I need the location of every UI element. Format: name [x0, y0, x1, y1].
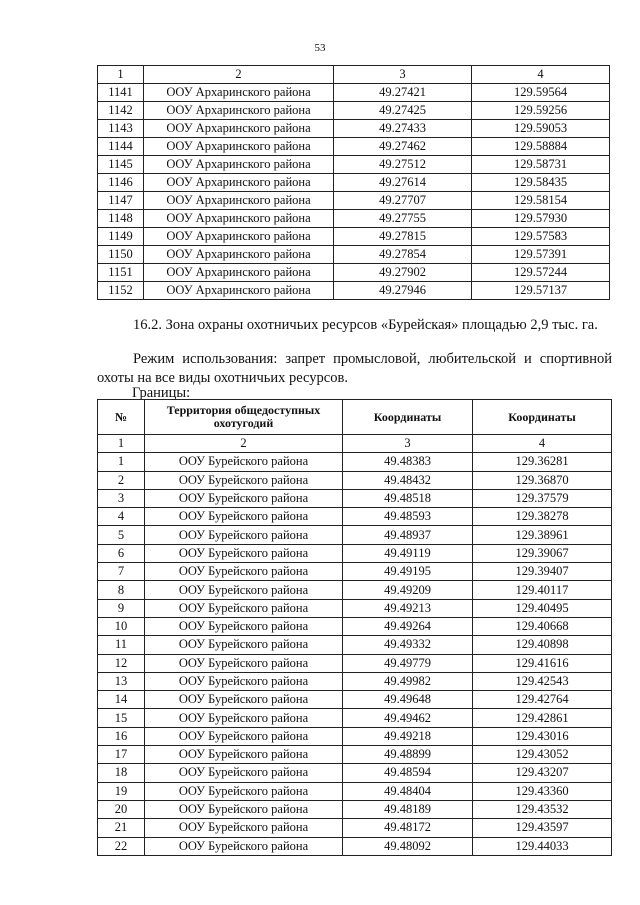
table-row: [98, 246, 610, 264]
row-number-cell: 3: [98, 489, 145, 507]
table-row: [98, 264, 610, 282]
longitude-cell: 129.43016: [473, 727, 612, 745]
column-title-longitude: Координаты: [473, 400, 612, 435]
territory-cell: ООУ Бурейского района: [145, 800, 343, 818]
row-number-cell: 1150: [98, 246, 144, 264]
territory-cell: ООУ Архаринского района: [144, 120, 334, 138]
row-number-cell: 5: [98, 526, 145, 544]
latitude-cell: 49.48937: [343, 526, 473, 544]
longitude-cell: 129.36870: [473, 471, 612, 489]
territory-cell: ООУ Бурейского района: [145, 453, 343, 471]
longitude-cell: 129.41616: [473, 654, 612, 672]
latitude-cell: 49.49119: [343, 544, 473, 562]
latitude-cell: 49.49462: [343, 709, 473, 727]
row-number-cell: 17: [98, 746, 145, 764]
column-number-cell: 3: [343, 435, 473, 453]
latitude-cell: 49.49264: [343, 617, 473, 635]
latitude-cell: 49.27755: [334, 210, 472, 228]
table-row: [98, 782, 612, 800]
header-cell: 1: [98, 66, 144, 84]
territory-cell: ООУ Бурейского района: [145, 709, 343, 727]
territory-cell: ООУ Бурейского района: [145, 508, 343, 526]
territory-cell: ООУ Бурейского района: [145, 727, 343, 745]
page-number: 53: [314, 42, 326, 54]
row-number-cell: 1147: [98, 192, 144, 210]
table-row: [98, 156, 610, 174]
territory-cell: ООУ Бурейского района: [145, 526, 343, 544]
table-row: [98, 709, 612, 727]
table-row: [98, 746, 612, 764]
latitude-cell: 49.48594: [343, 764, 473, 782]
territory-cell: ООУ Бурейского района: [145, 544, 343, 562]
territory-cell: ООУ Архаринского района: [144, 264, 334, 282]
territory-cell: ООУ Бурейского района: [145, 654, 343, 672]
longitude-cell: 129.58884: [472, 138, 610, 156]
latitude-cell: 49.27815: [334, 228, 472, 246]
header-cell: 3: [334, 66, 472, 84]
row-number-cell: 18: [98, 764, 145, 782]
territory-cell: ООУ Архаринского района: [144, 210, 334, 228]
latitude-cell: 49.48899: [343, 746, 473, 764]
table-row: [98, 599, 612, 617]
territory-cell: ООУ Бурейского района: [145, 819, 343, 837]
row-number-cell: 1143: [98, 120, 144, 138]
longitude-cell: 129.43052: [473, 746, 612, 764]
table-row: [98, 120, 610, 138]
table-row: [98, 471, 612, 489]
latitude-cell: 49.48518: [343, 489, 473, 507]
header-cell: 2: [144, 66, 334, 84]
latitude-cell: 49.49982: [343, 672, 473, 690]
territory-cell: ООУ Бурейского района: [145, 782, 343, 800]
latitude-cell: 49.49648: [343, 691, 473, 709]
row-number-cell: 1148: [98, 210, 144, 228]
row-number-cell: 1149: [98, 228, 144, 246]
table-row: [98, 210, 610, 228]
longitude-cell: 129.57391: [472, 246, 610, 264]
territory-cell: ООУ Архаринского района: [144, 84, 334, 102]
row-number-cell: 1145: [98, 156, 144, 174]
table-row: [98, 192, 610, 210]
row-number-cell: 15: [98, 709, 145, 727]
table-row: [98, 453, 612, 471]
territory-cell: ООУ Архаринского района: [144, 192, 334, 210]
row-number-cell: 6: [98, 544, 145, 562]
column-numbers-row: [98, 435, 612, 453]
table-row: [98, 526, 612, 544]
longitude-cell: 129.59256: [472, 102, 610, 120]
table-row: [98, 581, 612, 599]
row-number-cell: 4: [98, 508, 145, 526]
territory-cell: ООУ Бурейского района: [145, 471, 343, 489]
latitude-cell: 49.48383: [343, 453, 473, 471]
territory-cell: ООУ Архаринского района: [144, 138, 334, 156]
longitude-cell: 129.59564: [472, 84, 610, 102]
latitude-cell: 49.48432: [343, 471, 473, 489]
territory-cell: ООУ Архаринского района: [144, 102, 334, 120]
column-title-number: №: [98, 400, 145, 435]
table-archara-coordinates: [97, 65, 610, 300]
longitude-cell: 129.58435: [472, 174, 610, 192]
section-title: 16.2. Зона охраны охотничьих ресурсов «Бурейская» площадью 2,9 тыс. га.: [133, 317, 598, 333]
column-number-cell: 1: [98, 435, 145, 453]
longitude-cell: 129.36281: [473, 453, 612, 471]
latitude-cell: 49.48189: [343, 800, 473, 818]
longitude-cell: 129.38961: [473, 526, 612, 544]
territory-cell: ООУ Бурейского района: [145, 672, 343, 690]
table-bureya-coordinates: [97, 399, 612, 856]
territory-cell: ООУ Бурейского района: [145, 691, 343, 709]
latitude-cell: 49.49209: [343, 581, 473, 599]
latitude-cell: 49.27614: [334, 174, 472, 192]
latitude-cell: 49.27946: [334, 282, 472, 300]
latitude-cell: 49.27707: [334, 192, 472, 210]
table-row: [98, 617, 612, 635]
header-cell: 4: [472, 66, 610, 84]
latitude-cell: 49.27902: [334, 264, 472, 282]
table-row: [98, 764, 612, 782]
longitude-cell: 129.40117: [473, 581, 612, 599]
territory-cell: ООУ Бурейского района: [145, 599, 343, 617]
table-row: [98, 727, 612, 745]
territory-cell: ООУ Архаринского района: [144, 246, 334, 264]
longitude-cell: 129.40668: [473, 617, 612, 635]
row-number-cell: 11: [98, 636, 145, 654]
longitude-cell: 129.57244: [472, 264, 610, 282]
row-number-cell: 1146: [98, 174, 144, 192]
longitude-cell: 129.57137: [472, 282, 610, 300]
longitude-cell: 129.39407: [473, 563, 612, 581]
row-number-cell: 19: [98, 782, 145, 800]
row-number-cell: 13: [98, 672, 145, 690]
table-row: [98, 563, 612, 581]
latitude-cell: 49.27425: [334, 102, 472, 120]
table-row: [98, 489, 612, 507]
longitude-cell: 129.40495: [473, 599, 612, 617]
longitude-cell: 129.42861: [473, 709, 612, 727]
latitude-cell: 49.49332: [343, 636, 473, 654]
row-number-cell: 10: [98, 617, 145, 635]
latitude-cell: 49.27462: [334, 138, 472, 156]
territory-cell: ООУ Бурейского района: [145, 563, 343, 581]
table-row: [98, 282, 610, 300]
table-row: [98, 102, 610, 120]
row-number-cell: 1142: [98, 102, 144, 120]
row-number-cell: 7: [98, 563, 145, 581]
table-row: [98, 508, 612, 526]
longitude-cell: 129.39067: [473, 544, 612, 562]
latitude-cell: 49.49218: [343, 727, 473, 745]
table-column-titles: [98, 400, 612, 435]
row-number-cell: 22: [98, 837, 145, 855]
longitude-cell: 129.37579: [473, 489, 612, 507]
territory-cell: ООУ Архаринского района: [144, 174, 334, 192]
latitude-cell: 49.27512: [334, 156, 472, 174]
territory-cell: ООУ Бурейского района: [145, 764, 343, 782]
territory-cell: ООУ Бурейского района: [145, 581, 343, 599]
longitude-cell: 129.59053: [472, 120, 610, 138]
row-number-cell: 1144: [98, 138, 144, 156]
latitude-cell: 49.48404: [343, 782, 473, 800]
table-row: [98, 174, 610, 192]
territory-cell: ООУ Бурейского района: [145, 837, 343, 855]
usage-regime: Режим использования: запрет промысловой, любительской и спортивной охоты на все виды охотничьих ресурсов.: [97, 351, 612, 386]
latitude-cell: 49.27854: [334, 246, 472, 264]
row-number-cell: 9: [98, 599, 145, 617]
row-number-cell: 12: [98, 654, 145, 672]
row-number-cell: 14: [98, 691, 145, 709]
table-row: [98, 837, 612, 855]
territory-cell: ООУ Архаринского района: [144, 282, 334, 300]
longitude-cell: 129.57583: [472, 228, 610, 246]
longitude-cell: 129.43532: [473, 800, 612, 818]
territory-cell: ООУ Архаринского района: [144, 228, 334, 246]
table-row: [98, 544, 612, 562]
latitude-cell: 49.48172: [343, 819, 473, 837]
column-number-cell: 2: [145, 435, 343, 453]
longitude-cell: 129.57930: [472, 210, 610, 228]
table-row: [98, 800, 612, 818]
latitude-cell: 49.49779: [343, 654, 473, 672]
table-row: [98, 819, 612, 837]
territory-cell: ООУ Бурейского района: [145, 636, 343, 654]
longitude-cell: 129.44033: [473, 837, 612, 855]
table-row: [98, 636, 612, 654]
row-number-cell: 2: [98, 471, 145, 489]
territory-cell: ООУ Бурейского района: [145, 746, 343, 764]
latitude-cell: 49.27421: [334, 84, 472, 102]
row-number-cell: 20: [98, 800, 145, 818]
table-row: [98, 654, 612, 672]
table-header-row: [98, 66, 610, 84]
latitude-cell: 49.49195: [343, 563, 473, 581]
table-row: [98, 691, 612, 709]
table-row: [98, 228, 610, 246]
row-number-cell: 1151: [98, 264, 144, 282]
territory-cell: ООУ Архаринского района: [144, 156, 334, 174]
longitude-cell: 129.58154: [472, 192, 610, 210]
longitude-cell: 129.38278: [473, 508, 612, 526]
longitude-cell: 129.42543: [473, 672, 612, 690]
row-number-cell: 1152: [98, 282, 144, 300]
row-number-cell: 1141: [98, 84, 144, 102]
row-number-cell: 1: [98, 453, 145, 471]
longitude-cell: 129.43597: [473, 819, 612, 837]
latitude-cell: 49.27433: [334, 120, 472, 138]
column-number-cell: 4: [473, 435, 612, 453]
longitude-cell: 129.42764: [473, 691, 612, 709]
row-number-cell: 16: [98, 727, 145, 745]
longitude-cell: 129.43207: [473, 764, 612, 782]
table-row: [98, 84, 610, 102]
table-row: [98, 672, 612, 690]
longitude-cell: 129.40898: [473, 636, 612, 654]
longitude-cell: 129.58731: [472, 156, 610, 174]
column-title-territory: Территория общедоступных охотугодий: [145, 400, 343, 435]
territory-cell: ООУ Бурейского района: [145, 617, 343, 635]
borders-label: Границы:: [132, 385, 191, 401]
territory-cell: ООУ Бурейского района: [145, 489, 343, 507]
latitude-cell: 49.48593: [343, 508, 473, 526]
row-number-cell: 21: [98, 819, 145, 837]
latitude-cell: 49.48092: [343, 837, 473, 855]
table-row: [98, 138, 610, 156]
latitude-cell: 49.49213: [343, 599, 473, 617]
column-title-latitude: Координаты: [343, 400, 473, 435]
row-number-cell: 8: [98, 581, 145, 599]
longitude-cell: 129.43360: [473, 782, 612, 800]
